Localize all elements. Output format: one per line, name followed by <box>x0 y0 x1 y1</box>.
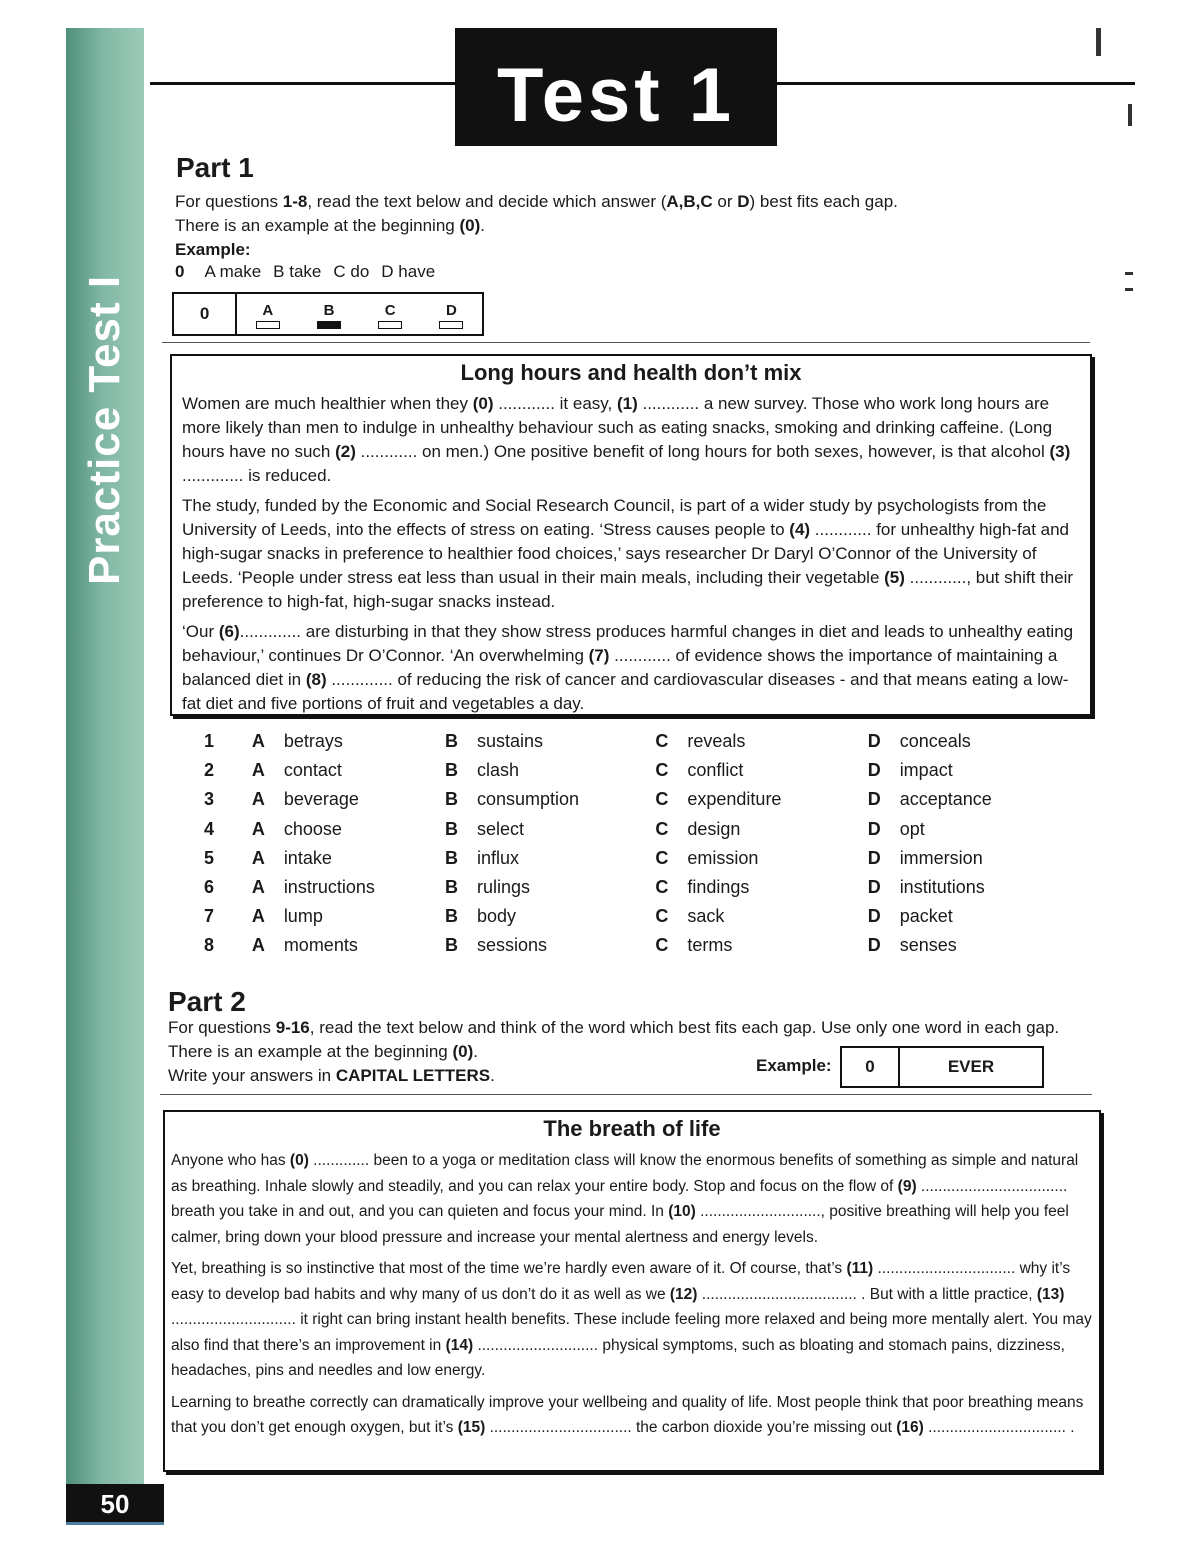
option-c <box>655 935 867 956</box>
part2-text-box <box>163 1110 1101 1472</box>
option-row <box>200 931 1080 960</box>
option-word: findings <box>687 877 750 898</box>
option-letter: D <box>867 906 881 927</box>
option-d <box>868 906 1080 927</box>
answer-mark-empty <box>378 321 402 329</box>
gap-marker: (6) <box>218 622 240 641</box>
gap-marker: (3) <box>1049 442 1071 461</box>
paragraph-text: ............ it easy, <box>493 394 617 413</box>
page-edge-mark <box>1125 288 1133 291</box>
option-c <box>655 760 867 781</box>
option-b <box>445 819 655 840</box>
option-letter: A <box>251 760 265 781</box>
gap-marker: (5) <box>884 568 905 587</box>
option-word: sustains <box>476 731 544 752</box>
option-a <box>252 789 445 810</box>
option-c <box>655 848 867 869</box>
part1-text-box <box>170 354 1092 716</box>
gap-marker: (4) <box>789 520 811 539</box>
gap-marker: (8) <box>305 670 327 689</box>
example-option: B take <box>273 262 322 281</box>
option-letter: C <box>655 847 669 868</box>
gap-marker: (15) <box>457 1419 486 1436</box>
option-letter: C <box>655 935 669 956</box>
section-divider <box>160 1094 1092 1095</box>
paragraph-text: Anyone who has <box>171 1152 290 1169</box>
option-b <box>445 760 655 781</box>
paragraph-text: ............, but shift their preference to high-fat, high-sugar snacks instead. <box>182 568 1074 611</box>
option-word: rulings <box>476 877 531 898</box>
example-number: 0 <box>842 1048 900 1086</box>
question-number: 6 <box>204 877 215 898</box>
option-word: clash <box>476 760 520 781</box>
page-edge-mark <box>1128 104 1132 126</box>
option-word: emission <box>687 847 759 868</box>
option-letter: A <box>251 935 265 956</box>
question-number: 8 <box>204 935 215 956</box>
option-letter: D <box>867 935 881 956</box>
example-option: D have <box>381 262 436 281</box>
paragraph-text: ................................. the carbon dioxide you’re missing out <box>485 1419 897 1436</box>
answer-mark-filled <box>317 321 341 329</box>
option-c <box>655 877 867 898</box>
part1-instructions <box>175 190 1055 262</box>
option-a <box>252 731 445 752</box>
paragraph-text: ............................ physical symptoms, such as bloating and stomach pains, dizziness, headaches, pins and needles and low energy. <box>171 1336 1065 1379</box>
page-edge-mark <box>1125 272 1133 275</box>
paragraph-text: ............ a new survey. Those who work long hours are more likely than men to indulge in unhealthy behaviour such as eating snacks, smoking and drinking caffeine. (Long hours have no such <box>182 394 1053 461</box>
paragraph-text: ............. are disturbing in that they show stress produces harmful changes in diet and leads to unhealthy eating behaviour,’ continues Dr O’Connor. ‘An overwhelming <box>182 622 1074 665</box>
option-a <box>252 877 445 898</box>
answer-box-number: 0 <box>174 294 237 334</box>
option-word: packet <box>899 906 953 927</box>
paragraph-text: ‘Our <box>182 622 219 641</box>
option-word: sessions <box>476 935 548 956</box>
option-letter: B <box>444 789 458 810</box>
paragraph-text: .................................. breath you take in and out, and you can quieten and focus your mind. In <box>171 1177 1068 1220</box>
gap-marker: (7) <box>588 646 610 665</box>
option-d <box>868 935 1080 956</box>
gap-marker: (11) <box>846 1260 874 1277</box>
part1-example-options <box>175 262 447 282</box>
option-a <box>252 760 445 781</box>
answer-mark-empty <box>439 321 463 329</box>
part1-example-answer-box <box>172 292 484 336</box>
part2-paragraph <box>171 1148 1093 1250</box>
option-b <box>445 848 655 869</box>
option-letter: C <box>655 818 669 839</box>
question-number: 1 <box>204 731 215 752</box>
gap-marker: (10) <box>668 1203 696 1220</box>
option-letter: C <box>655 760 669 781</box>
option-word: senses <box>899 935 957 956</box>
option-word: conceals <box>899 731 971 752</box>
option-letter: B <box>444 760 458 781</box>
question-number: 3 <box>204 789 215 810</box>
paragraph-text: Yet, breathing is so instinctive that most of the time we’re hardly even aware of it. Of course, that’s <box>171 1260 847 1277</box>
gap-marker: (2) <box>335 442 356 461</box>
option-letter: A <box>251 877 265 898</box>
option-d <box>868 877 1080 898</box>
part1-paragraph <box>182 494 1080 614</box>
option-word: immersion <box>899 847 983 868</box>
option-d <box>868 819 1080 840</box>
gap-marker: (9) <box>897 1177 917 1195</box>
option-letter: A <box>251 789 265 810</box>
option-d <box>868 731 1080 752</box>
option-letter: C <box>655 731 669 752</box>
gap-marker: (16) <box>896 1419 924 1436</box>
answer-option-c: C <box>360 294 421 334</box>
part1-text-title: Long hours and health don’t mix <box>460 360 802 385</box>
part2-text-title: The breath of life <box>543 1116 721 1141</box>
option-word: intake <box>283 847 332 868</box>
gap-marker: (0) <box>472 394 494 413</box>
option-word: reveals <box>687 731 746 752</box>
option-letter: B <box>444 877 458 898</box>
option-word: contact <box>283 760 342 781</box>
test-title: Test 1 <box>455 28 777 146</box>
option-row <box>200 844 1080 873</box>
option-a <box>252 819 445 840</box>
option-word: opt <box>899 818 925 839</box>
page-number-rule <box>66 1522 164 1525</box>
option-word: consumption <box>476 789 580 810</box>
option-word: body <box>476 906 517 927</box>
option-c <box>655 819 867 840</box>
option-word: institutions <box>899 877 985 898</box>
option-b <box>445 935 655 956</box>
option-row <box>200 727 1080 756</box>
option-word: lump <box>283 906 323 927</box>
option-c <box>655 789 867 810</box>
sidebar-band <box>66 28 144 1488</box>
gap-marker: (12) <box>669 1285 698 1303</box>
option-word: influx <box>476 847 520 868</box>
option-letter: C <box>655 906 669 927</box>
option-word: select <box>476 818 525 839</box>
option-letter: A <box>251 731 265 752</box>
question-number: 4 <box>204 818 215 839</box>
part2-example-box <box>840 1046 1044 1088</box>
option-word: instructions <box>283 877 375 898</box>
paragraph-text: The study, funded by the Economic and Social Research Council, is part of a wider study by psychologists from the University of Leeds, into the effects of stress on eating. ‘Stress causes people to <box>182 496 1047 539</box>
option-letter: D <box>867 789 881 810</box>
page-number: 50 <box>66 1484 164 1524</box>
section-divider <box>162 342 1090 343</box>
option-word: acceptance <box>899 789 992 810</box>
option-row <box>200 902 1080 931</box>
paragraph-text: ............................, positive breathing will help you feel calmer, bring down your blood pressure and increase your mental alertness and energy levels. <box>171 1203 1069 1246</box>
option-b <box>445 789 655 810</box>
option-b <box>445 906 655 927</box>
option-b <box>445 731 655 752</box>
part2-instruction-line3: Write your answers in CAPITAL LETTERS. <box>168 1066 495 1085</box>
option-word: moments <box>283 935 358 956</box>
option-c <box>655 731 867 752</box>
paragraph-text: ................................ why it’s easy to develop bad habits and why many of us don’t do it as well as we <box>171 1260 1071 1303</box>
question-number: 2 <box>204 760 215 781</box>
paragraph-text: ................................ . <box>923 1419 1075 1436</box>
paragraph-text: ............ on men.) One positive benefit of long hours for both sexes, however, is that alcohol <box>355 442 1050 461</box>
option-letter: D <box>867 818 881 839</box>
option-letter: D <box>867 847 881 868</box>
gap-marker: (13) <box>1036 1285 1065 1303</box>
example-number: 0 <box>175 262 185 281</box>
option-row <box>200 873 1080 902</box>
option-letter: A <box>251 818 265 839</box>
answer-option-a: A <box>237 294 298 334</box>
option-a <box>252 935 445 956</box>
option-letter: B <box>444 935 458 956</box>
part1-paragraph <box>182 392 1080 488</box>
question-number: 7 <box>204 906 215 927</box>
option-word: terms <box>687 935 733 956</box>
option-letter: B <box>444 818 458 839</box>
part2-heading: Part 2 <box>168 986 246 1017</box>
option-letter: B <box>444 906 458 927</box>
example-option: A make <box>204 262 262 281</box>
option-letter: A <box>251 847 265 868</box>
question-number: 5 <box>204 847 215 868</box>
option-word: choose <box>283 818 342 839</box>
answer-mark-empty <box>256 321 280 329</box>
answer-option-d: D <box>421 294 482 334</box>
paragraph-text: ............ for unhealthy high-fat and high-sugar snacks in preference to healthier food choices,’ says researcher Dr Daryl O’Connor of the University of Leeds. ‘People under stress eat less than usual in their main meals, including their vegetable <box>182 520 1070 587</box>
option-row <box>200 785 1080 814</box>
part2-paragraph <box>171 1390 1093 1441</box>
option-d <box>868 789 1080 810</box>
part1-instruction-line1: For questions 1-8, read the text below and decide which answer (A,B,C or D) best fits each gap. <box>175 192 898 211</box>
option-letter: B <box>444 847 458 868</box>
option-d <box>868 848 1080 869</box>
option-d <box>868 760 1080 781</box>
part1-example-label: Example: <box>175 240 251 259</box>
option-letter: C <box>655 789 669 810</box>
page-edge-mark <box>1096 28 1101 56</box>
option-a <box>252 848 445 869</box>
answer-option-b: B <box>298 294 359 334</box>
option-word: design <box>687 818 741 839</box>
paragraph-text: Women are much healthier when they <box>182 394 473 413</box>
paragraph-text: ............. been to a yoga or meditation class will know the enormous benefits of something as simple and natural as breathing. Inhale slowly and steadily, and you can relax your entire body. Stop and focus on the flow of <box>171 1152 1079 1195</box>
part1-answer-options <box>200 727 1080 961</box>
option-letter: D <box>867 731 881 752</box>
part2-paragraph <box>171 1256 1093 1384</box>
option-letter: D <box>867 877 881 898</box>
option-c <box>655 906 867 927</box>
paragraph-text: ............. is reduced. <box>182 466 332 485</box>
option-letter: B <box>444 731 458 752</box>
option-row <box>200 756 1080 785</box>
option-letter: C <box>655 877 669 898</box>
option-word: expenditure <box>687 789 782 810</box>
paragraph-text: ............................. it right can bring instant health benefits. These include feeling more relaxed and being more mentally alert. You may also find that there’s an improvement in <box>171 1311 1092 1354</box>
option-word: impact <box>899 760 953 781</box>
option-a <box>252 906 445 927</box>
option-letter: A <box>251 906 265 927</box>
part1-heading: Part 1 <box>176 152 254 183</box>
option-b <box>445 877 655 898</box>
example-answer: EVER <box>947 1057 995 1076</box>
example-option: C do <box>333 262 370 281</box>
option-word: sack <box>687 906 725 927</box>
paragraph-text: ............ of evidence shows the importance of maintaining a balanced diet in <box>182 646 1058 689</box>
gap-marker: (1) <box>616 394 638 413</box>
paragraph-text: Learning to breathe correctly can dramatically improve your wellbeing and quality of life. Most people think that poor breathing means that you don’t get enough oxygen, but it’s <box>171 1393 1084 1436</box>
part2-instruction-text: For questions 9-16, read the text below and think of the word which best fits each gap. Use only one word in each gap. There is an example at the beginning (0). <box>168 1018 1060 1061</box>
option-word: betrays <box>283 731 343 752</box>
part1-instruction-line2: There is an example at the beginning (0). <box>175 216 485 235</box>
gap-marker: (0) <box>289 1152 309 1169</box>
paragraph-text: .................................... . But with a little practice, <box>697 1285 1037 1303</box>
part1-paragraph <box>182 620 1080 716</box>
gap-marker: (14) <box>445 1336 474 1354</box>
part2-example-label: Example: <box>756 1056 832 1075</box>
option-row <box>200 815 1080 844</box>
option-word: conflict <box>687 760 744 781</box>
sidebar-label: Practice Test I <box>80 274 129 586</box>
option-letter: D <box>867 760 881 781</box>
option-word: beverage <box>283 789 359 810</box>
paragraph-text: ............. of reducing the risk of cancer and cardiovascular diseases - and that means eating a low-fat diet and five portions of fruit and vegetables a day. <box>182 670 1069 713</box>
